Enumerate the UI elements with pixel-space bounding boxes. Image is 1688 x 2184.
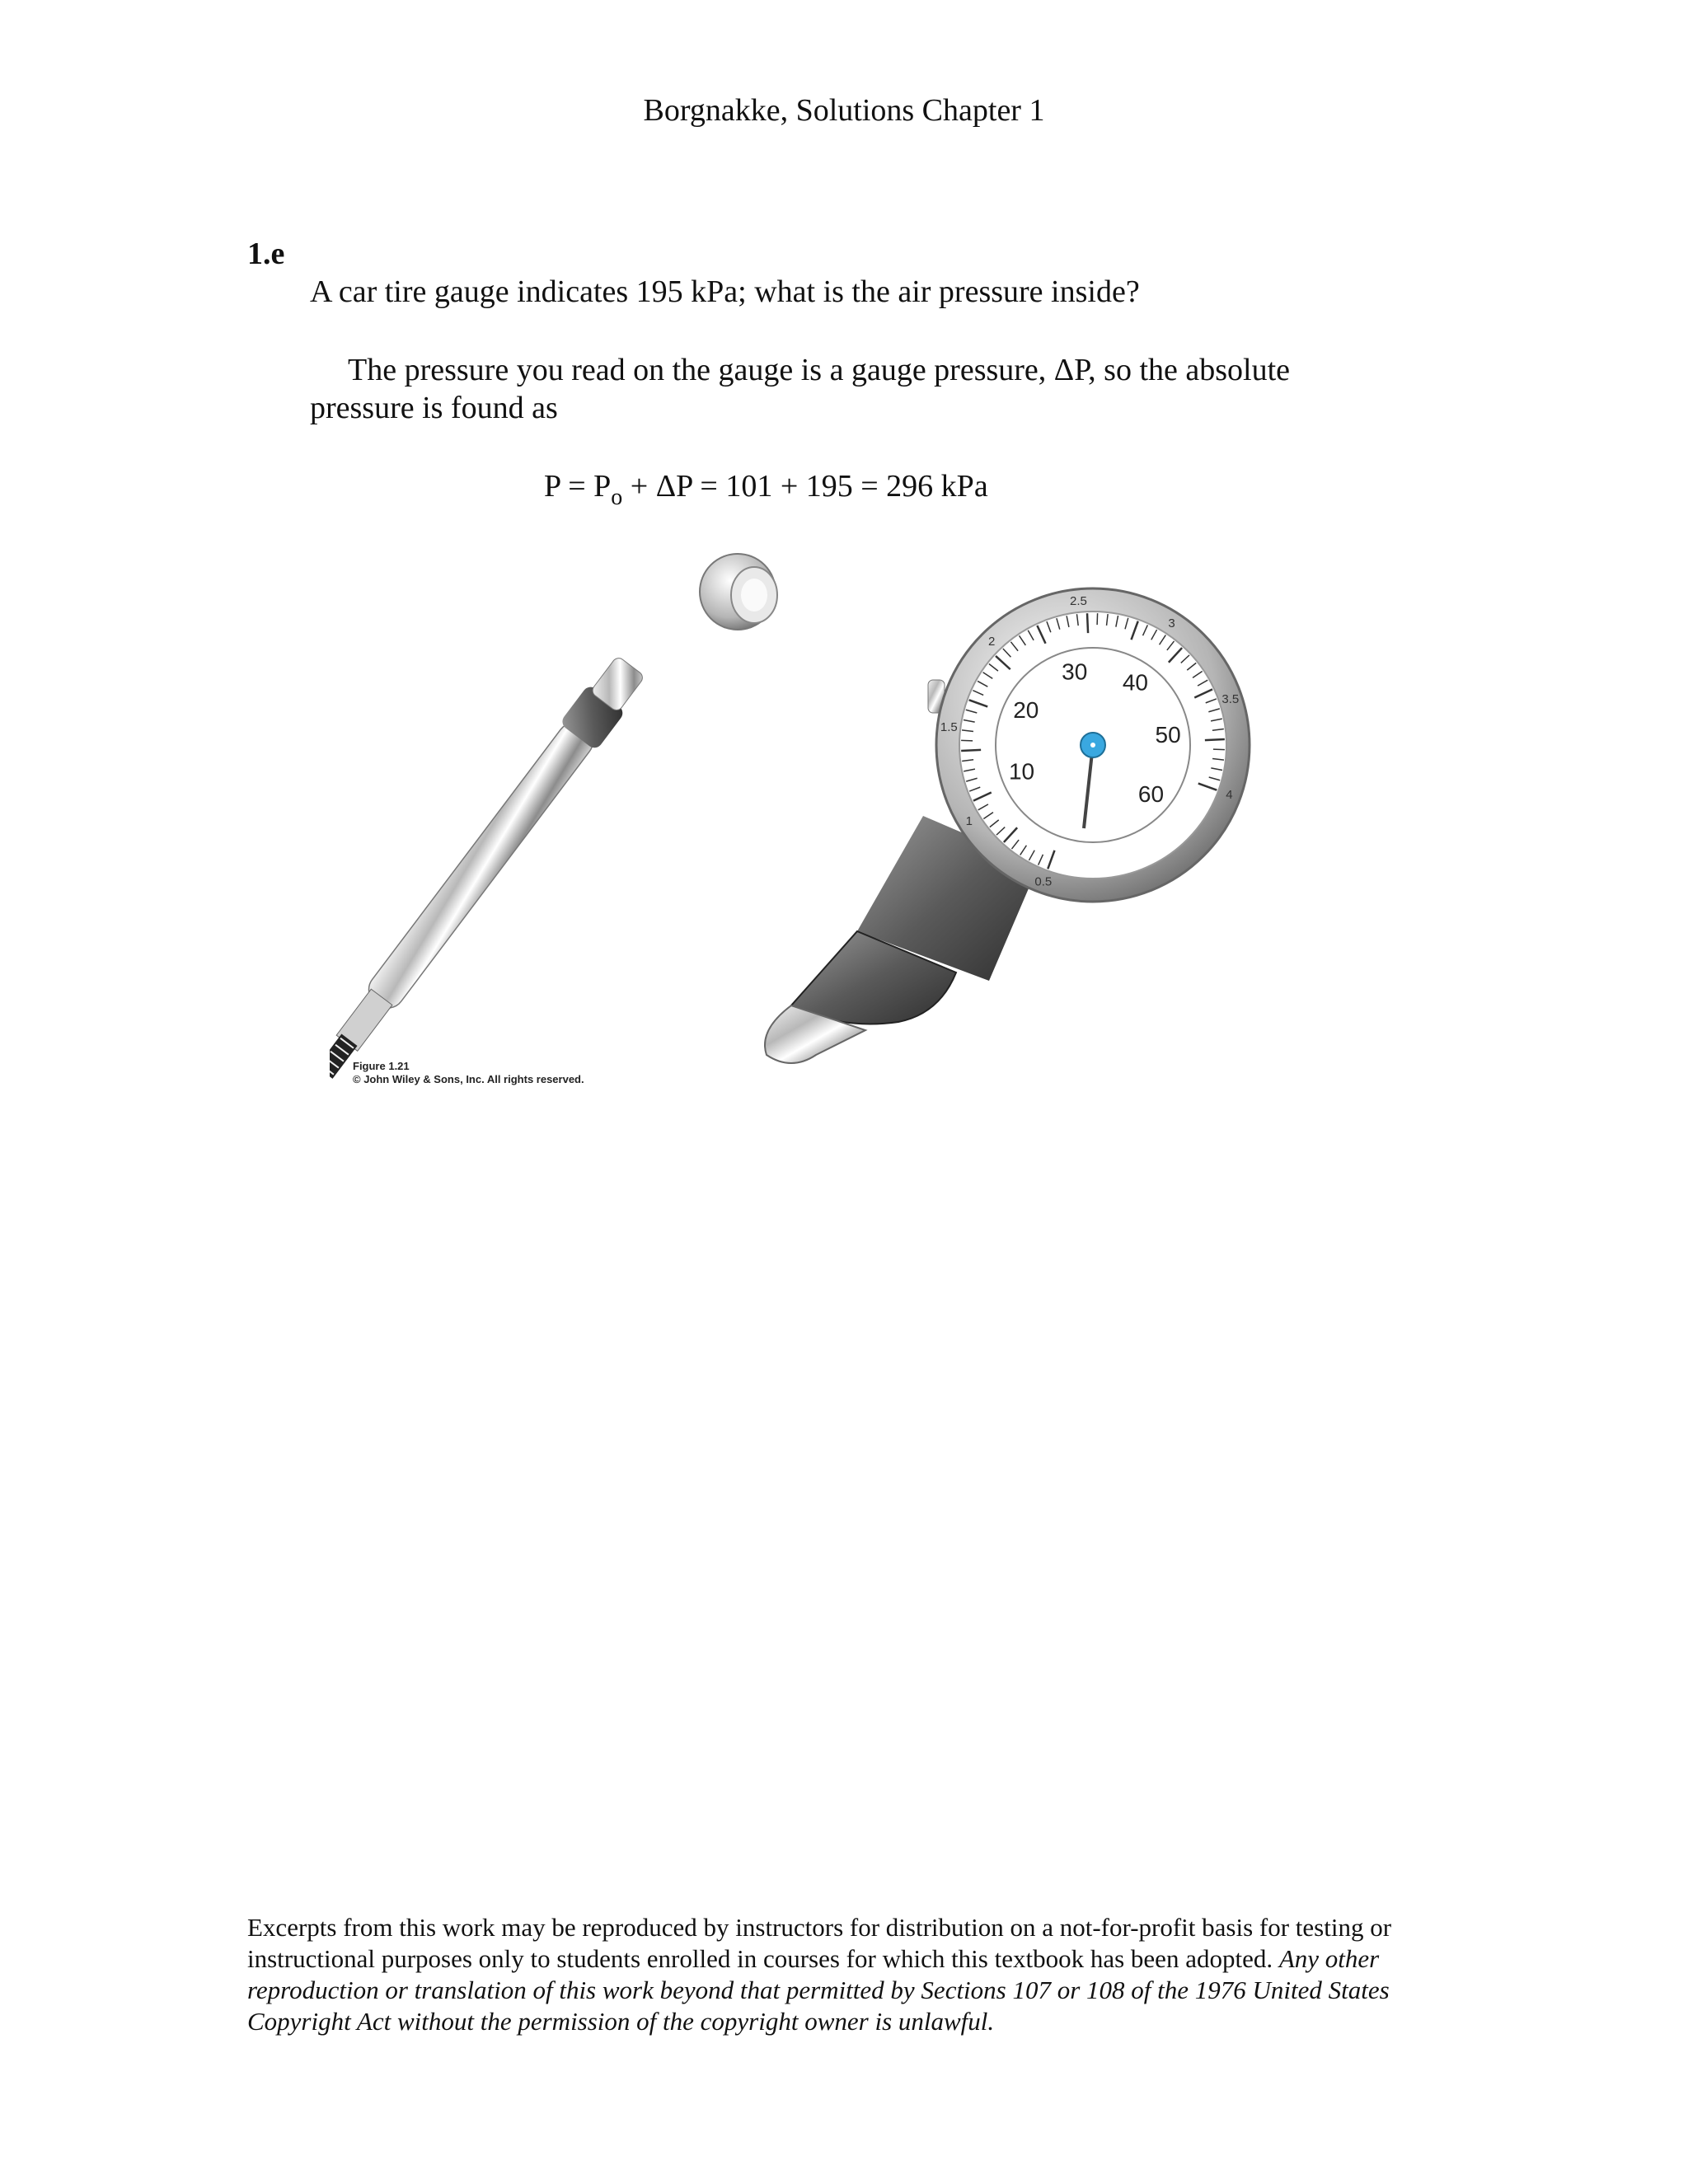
- dial-tick: [1205, 739, 1225, 740]
- dial-outer-label: 0.5: [1034, 874, 1053, 889]
- dial-tick: [961, 750, 981, 751]
- footer-italic-text: Any other reproduction or translation of this work beyond that permitted by Sections 107 or 108 of the 1976 United States Copyright Act without the permission of the copyright owner is unlawful.: [247, 1944, 1390, 2036]
- dial-inner-label: 40: [1122, 669, 1149, 696]
- pressure-equation: [544, 468, 988, 511]
- dial-gauge: [765, 588, 1250, 1063]
- copyright-footer: [247, 1912, 1434, 2037]
- dial-outer-label: 1.5: [940, 720, 958, 735]
- dial-outer-label: 2: [987, 635, 996, 649]
- problem-question: A car tire gauge indicates 195 kPa; what is the air pressure inside?: [310, 274, 1140, 309]
- dial-outer-label: 3: [1168, 616, 1175, 631]
- pencil-gauge: [330, 554, 777, 1080]
- equation-lhs: P = P: [544, 469, 612, 504]
- dial-inner-label: 10: [1008, 758, 1035, 785]
- solution-text: The pressure you read on the gauge is a gauge pressure, ΔP, so the absolute pressure is found as: [310, 353, 1291, 425]
- tire-gauges-figure: [330, 544, 1269, 1080]
- dial-outer-label: 1: [965, 813, 973, 828]
- dial-inner-label: 60: [1137, 781, 1165, 808]
- dial-inner-label: 30: [1062, 658, 1088, 685]
- dial-outer-label: 2.5: [1070, 593, 1087, 608]
- dial-outer-label: 4: [1226, 788, 1233, 803]
- dial-outer-label: 3.5: [1221, 691, 1240, 706]
- footer-normal-text: Excerpts from this work may be reproduced by instructors for distribution on a not-for-profit basis for testing or instructional purposes only to students enrolled in courses for which this textbook has been adopted.: [247, 1913, 1392, 1973]
- dial-tick: [1087, 613, 1088, 633]
- figure-caption: [353, 1060, 584, 1086]
- equation-subscript: o: [611, 485, 623, 510]
- figure-caption-title: Figure 1.21: [353, 1060, 410, 1072]
- equation-rhs: + ΔP = 101 + 195 = 296 kPa: [622, 469, 988, 504]
- problem-number: 1.e: [247, 237, 285, 271]
- page-header: Borgnakke, Solutions Chapter 1: [643, 93, 1045, 128]
- dial-inner-label: 50: [1155, 722, 1181, 748]
- dial-inner-label: 20: [1013, 696, 1039, 723]
- figure-caption-copyright: © John Wiley & Sons, Inc. All rights reserved.: [353, 1073, 584, 1085]
